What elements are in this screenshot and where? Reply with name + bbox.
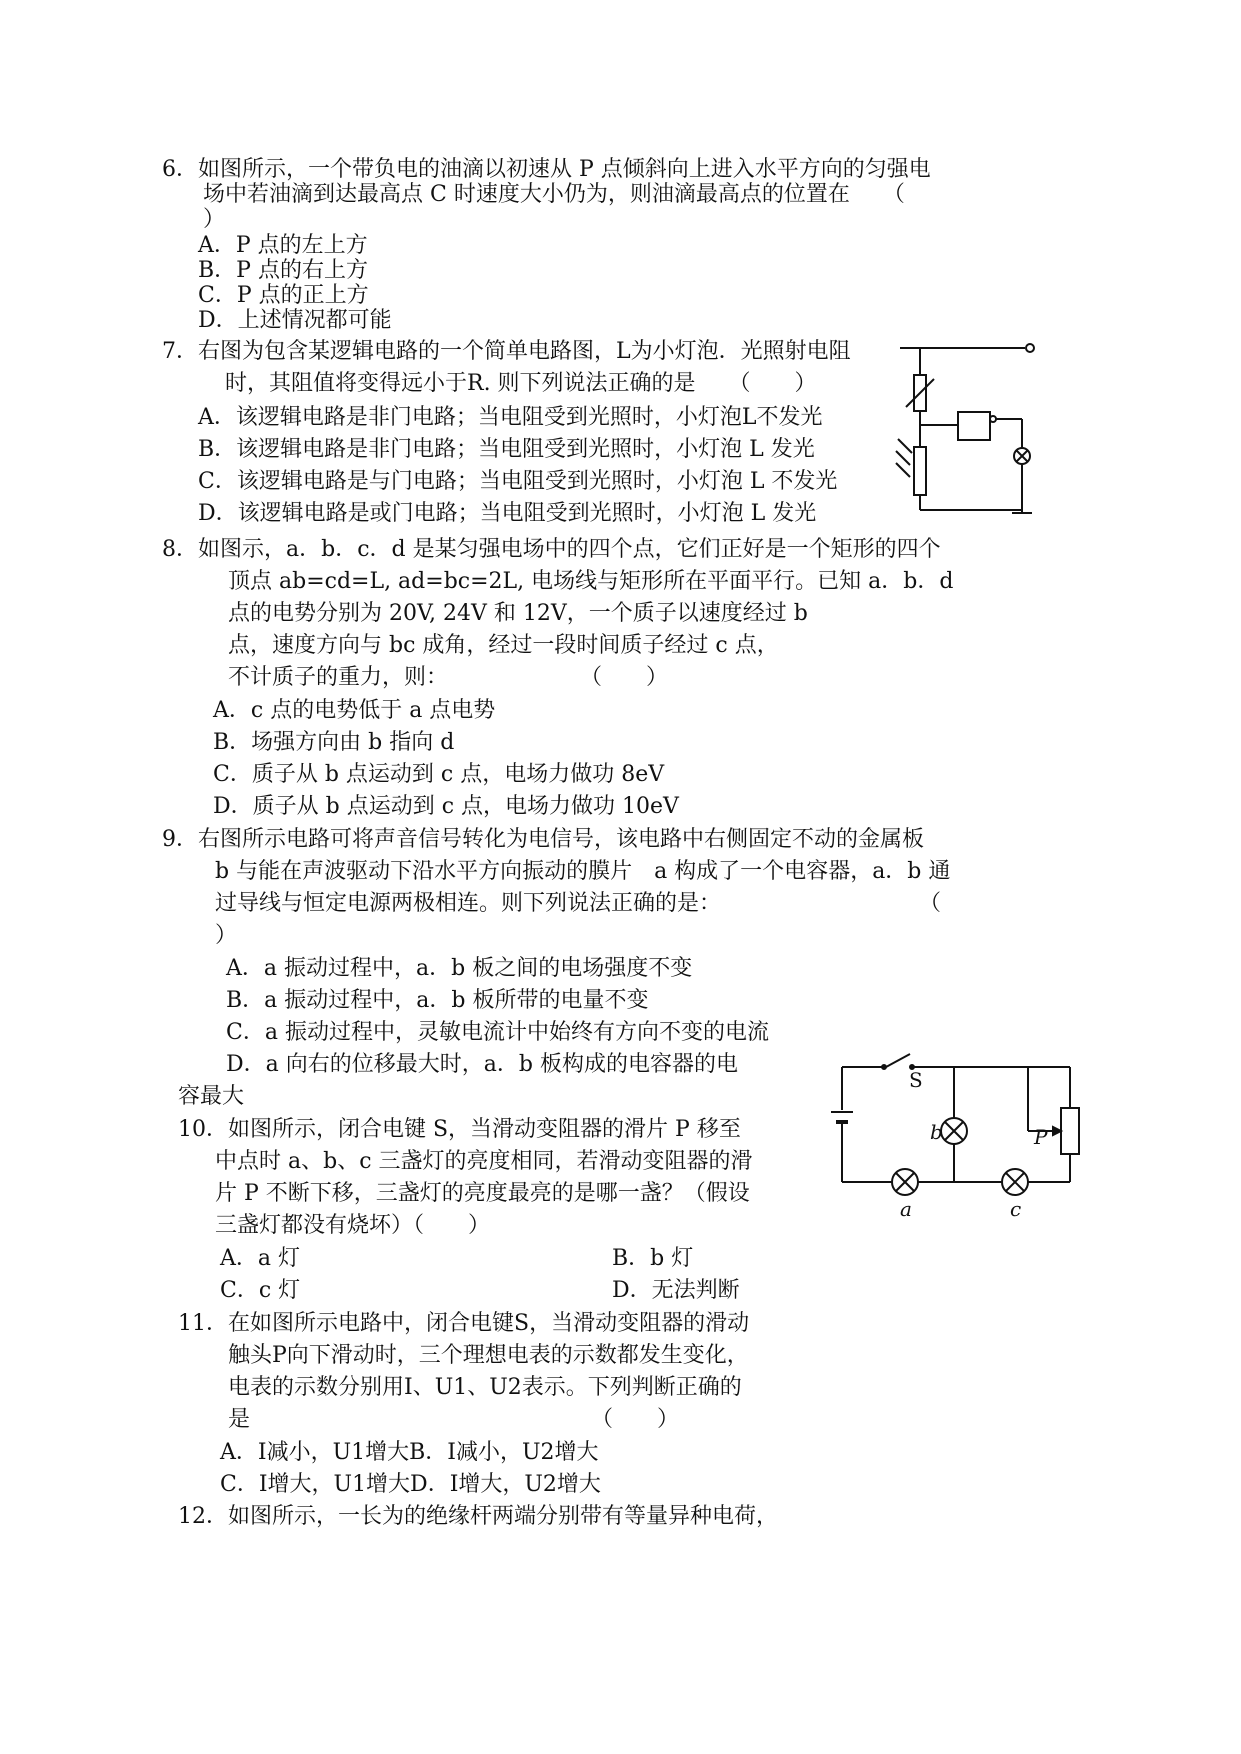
q11-line-4: 是 （ ）	[228, 1407, 680, 1432]
q7-option-c: C．该逻辑电路是与门电路；当电阻受到光照时，小灯泡 L 不发光	[198, 469, 838, 494]
q8-option-d: D．质子从 b 点运动到 c 点，电场力做功 10eV	[213, 794, 679, 819]
q7-option-d: D．该逻辑电路是或门电路；当电阻受到光照时，小灯泡 L 发光	[198, 501, 817, 526]
q10-option-c: C．c 灯	[220, 1278, 301, 1303]
q9-option-c: C．a 振动过程中，灵敏电流计中始终有方向不变的电流	[226, 1020, 769, 1045]
slider-label-p: P	[1034, 1125, 1048, 1149]
q8-line-4: 点，速度方向与 bc 成角，经过一段时间质子经过 c 点，	[228, 633, 779, 658]
q11-options-cd: C．I增大，U1增大D．I增大，U2增大	[220, 1472, 601, 1497]
q10-option-d: D．无法判断	[612, 1278, 740, 1303]
q10-line-3: 片 P 不断下移，三盏灯的亮度最亮的是哪一盏？（假设	[215, 1181, 750, 1206]
switch-label-s: S	[909, 1068, 923, 1092]
q6-line-3: ）	[203, 207, 226, 232]
lamp-circuit-figure	[830, 1050, 1080, 1225]
q8-line-5: 不计质子的重力，则： （ ）	[228, 665, 669, 690]
q9-line-1: 9．右图所示电路可将声音信号转化为电信号，该电路中右侧固定不动的金属板	[162, 827, 924, 852]
q7-option-a: A．该逻辑电路是非门电路；当电阻受到光照时，小灯泡L不发光	[198, 405, 823, 430]
lamp-label-b: b	[930, 1120, 943, 1144]
q10-line-1: 10．如图所示，闭合电键 S，当滑动变阻器的滑片 P 移至	[178, 1117, 741, 1142]
q6-line-2: 场中若油滴到达最高点 C 时速度大小仍为，则油滴最高点的位置在 （	[203, 182, 905, 207]
q6-line-1: 6．如图所示，一个带负电的油滴以初速从 P 点倾斜向上进入水平方向的匀强电	[162, 157, 931, 182]
q8-option-b: B．场强方向由 b 指向 d	[213, 730, 455, 755]
q11-line-1: 11．在如图所示电路中，闭合电键S，当滑动变阻器的滑动	[178, 1311, 750, 1336]
q10-option-b: B．b 灯	[612, 1246, 694, 1271]
q7-option-b: B．该逻辑电路是非门电路；当电阻受到光照时，小灯泡 L 发光	[198, 437, 815, 462]
q8-line-1: 8．如图示，a．b．c．d 是某匀强电场中的四个点，它们正好是一个矩形的四个	[162, 537, 941, 562]
q10-line-2: 中点时 a、b、c 三盏灯的亮度相同，若滑动变阻器的滑	[215, 1149, 753, 1174]
logic-circuit-figure	[900, 335, 1040, 530]
q11-line-3: 电表的示数分别用I、U1、U2表示。下列判断正确的	[228, 1375, 742, 1400]
lamp-label-a: a	[900, 1197, 912, 1221]
lamp-label-c: c	[1010, 1197, 1022, 1221]
q9-line-2: b 与能在声波驱动下沿水平方向振动的膜片 a 构成了一个电容器，a．b 通	[215, 859, 951, 884]
q8-line-2: 顶点 ab=cd=L, ad=bc=2L, 电场线与矩形所在平面平行。已知 a．b．d	[228, 569, 954, 594]
q9-line-4: ）	[215, 923, 238, 948]
q6-option-d: D．上述情况都可能	[198, 308, 392, 333]
q6-option-b: B．P 点的右上方	[198, 258, 368, 283]
q9-option-d-2: 容最大	[178, 1084, 245, 1109]
q9-option-a: A．a 振动过程中，a．b 板之间的电场强度不变	[226, 956, 693, 981]
q9-option-b: B．a 振动过程中，a．b 板所带的电量不变	[226, 988, 649, 1013]
q6-option-c: C．P 点的正上方	[198, 283, 369, 308]
q8-option-a: A．c 点的电势低于 a 点电势	[213, 698, 496, 723]
q6-option-a: A．P 点的左上方	[198, 233, 368, 258]
q8-option-c: C．质子从 b 点运动到 c 点，电场力做功 8eV	[213, 762, 665, 787]
q11-line-2: 触头P向下滑动时，三个理想电表的示数都发生变化，	[228, 1343, 749, 1368]
q7-line-2: 时，其阻值将变得远小于R. 则下列说法正确的是 （ ）	[225, 371, 817, 396]
q10-option-a: A．a 灯	[220, 1246, 300, 1271]
q11-options-ab: A．I减小，U1增大B．I减小，U2增大	[220, 1440, 599, 1465]
q9-option-d-1: D．a 向右的位移最大时，a．b 板构成的电容器的电	[226, 1052, 738, 1077]
q10-line-4: 三盏灯都没有烧坏）（ ）	[215, 1213, 491, 1238]
q9-line-3: 过导线与恒定电源两极相连。则下列说法正确的是： （	[215, 891, 942, 916]
q12-line-1: 12．如图所示，一长为的绝缘杆两端分别带有等量异种电荷，	[178, 1504, 778, 1529]
q7-line-1: 7．右图为包含某逻辑电路的一个简单电路图，L为小灯泡．光照射电阻	[162, 339, 851, 364]
q8-line-3: 点的电势分别为 20V, 24V 和 12V，一个质子以速度经过 b	[228, 601, 808, 626]
